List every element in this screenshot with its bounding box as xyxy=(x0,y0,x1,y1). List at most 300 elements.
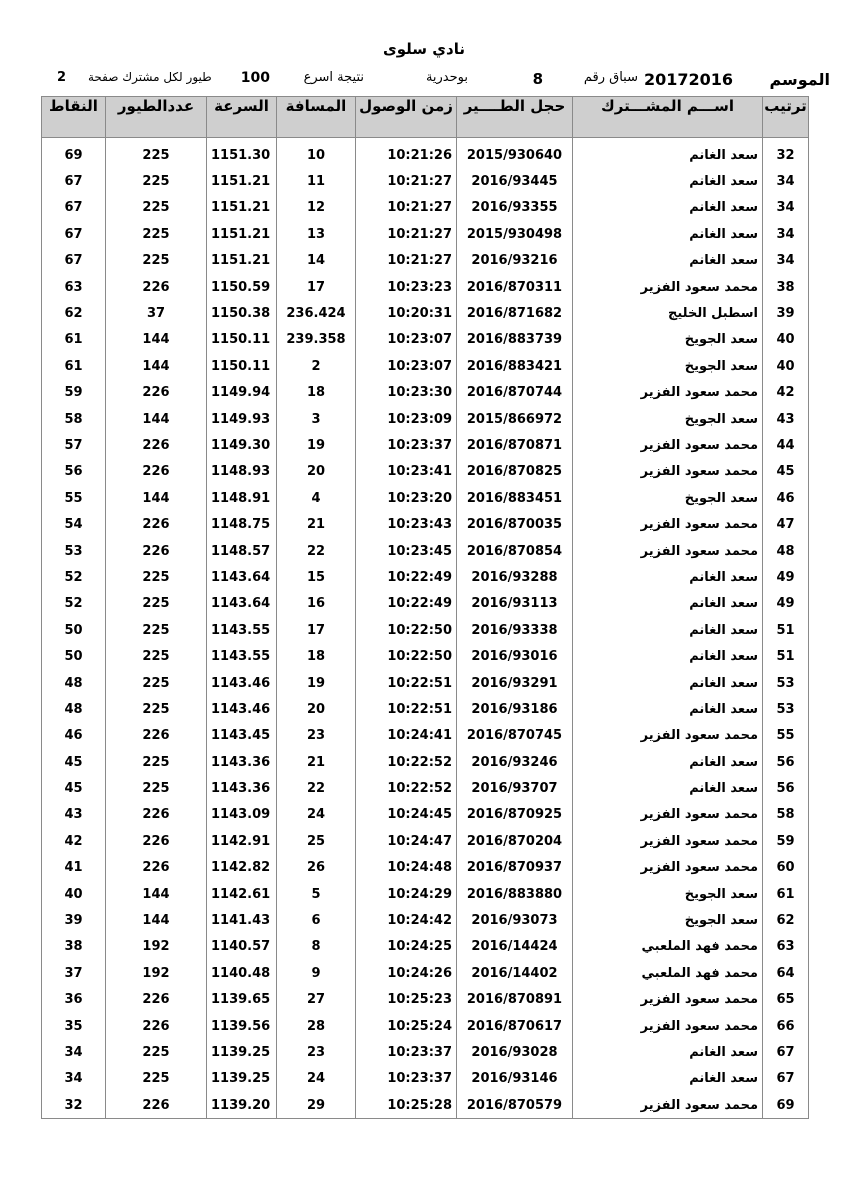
birds-cell: 226 xyxy=(106,511,207,537)
rank-cell: 58 xyxy=(763,802,809,828)
birds-cell: 225 xyxy=(106,591,207,617)
table-row xyxy=(42,406,809,432)
birds-cell: 225 xyxy=(106,221,207,247)
distance-cell: 22 xyxy=(277,538,356,564)
birds-cell: 226 xyxy=(106,855,207,881)
speed-cell: 1139.56 xyxy=(207,1013,277,1039)
member-name-cell: سعد الغانم xyxy=(573,643,763,669)
header-member-name: اســـم المشـــترك xyxy=(573,97,763,138)
results-body xyxy=(42,142,809,1119)
points-cell: 34 xyxy=(42,1066,106,1092)
ring-cell: 2016/93028 xyxy=(457,1039,573,1065)
member-name-cell: محمد سعود الفزير xyxy=(573,855,763,881)
result-label: نتيجة اسرع xyxy=(303,70,364,85)
distance-cell: 239.358 xyxy=(277,327,356,353)
arrival-time-cell: 10:25:28 xyxy=(356,1092,457,1119)
member-name-cell: محمد سعود الفزير xyxy=(573,1013,763,1039)
points-cell: 45 xyxy=(42,749,106,775)
birds-per-member-label: طيور لكل مشترك صفحة xyxy=(88,70,212,84)
member-name-cell: سعد الجويخ xyxy=(573,406,763,432)
distance-cell: 17 xyxy=(277,274,356,300)
member-name-cell: محمد سعود الفزير xyxy=(573,802,763,828)
table-row xyxy=(42,327,809,353)
birds-cell: 225 xyxy=(106,248,207,274)
rank-cell: 38 xyxy=(763,274,809,300)
table-row xyxy=(42,617,809,643)
birds-cell: 226 xyxy=(106,828,207,854)
header-points: النقاط xyxy=(42,97,106,138)
member-name-cell: سعد الجويخ xyxy=(573,907,763,933)
speed-cell: 1148.93 xyxy=(207,459,277,485)
rank-cell: 42 xyxy=(763,380,809,406)
points-cell: 38 xyxy=(42,934,106,960)
arrival-time-cell: 10:22:52 xyxy=(356,775,457,801)
table-row xyxy=(42,168,809,194)
page-number: 2 xyxy=(57,70,67,85)
points-cell: 45 xyxy=(42,775,106,801)
arrival-time-cell: 10:22:51 xyxy=(356,670,457,696)
ring-cell: 2016/883739 xyxy=(457,327,573,353)
speed-cell: 1143.36 xyxy=(207,775,277,801)
member-name-cell: سعد الغانم xyxy=(573,195,763,221)
speed-cell: 1149.94 xyxy=(207,380,277,406)
table-row xyxy=(42,881,809,907)
arrival-time-cell: 10:24:41 xyxy=(356,723,457,749)
distance-cell: 12 xyxy=(277,195,356,221)
birds-cell: 226 xyxy=(106,274,207,300)
distance-cell: 23 xyxy=(277,723,356,749)
birds-cell: 144 xyxy=(106,485,207,511)
ring-cell: 2016/870925 xyxy=(457,802,573,828)
ring-cell: 2016/871682 xyxy=(457,300,573,326)
arrival-time-cell: 10:22:50 xyxy=(356,617,457,643)
ring-cell: 2016/93216 xyxy=(457,248,573,274)
points-cell: 61 xyxy=(42,327,106,353)
speed-cell: 1139.65 xyxy=(207,987,277,1013)
ring-cell: 2016/14424 xyxy=(457,934,573,960)
rank-cell: 49 xyxy=(763,591,809,617)
arrival-time-cell: 10:23:20 xyxy=(356,485,457,511)
arrival-time-cell: 10:24:26 xyxy=(356,960,457,986)
member-name-cell: محمد سعود الفزير xyxy=(573,380,763,406)
points-cell: 46 xyxy=(42,723,106,749)
arrival-time-cell: 10:21:26 xyxy=(356,142,457,168)
table-row xyxy=(42,538,809,564)
table-row xyxy=(42,723,809,749)
rank-cell: 40 xyxy=(763,327,809,353)
header-row xyxy=(42,97,809,138)
member-name-cell: محمد سعود الفزير xyxy=(573,828,763,854)
member-name-cell: محمد سعود الفزير xyxy=(573,538,763,564)
distance-cell: 19 xyxy=(277,432,356,458)
member-name-cell: سعد الغانم xyxy=(573,617,763,643)
arrival-time-cell: 10:24:47 xyxy=(356,828,457,854)
birds-cell: 226 xyxy=(106,987,207,1013)
rank-cell: 67 xyxy=(763,1039,809,1065)
points-cell: 61 xyxy=(42,353,106,379)
speed-cell: 1148.75 xyxy=(207,511,277,537)
member-name-cell: سعد الغانم xyxy=(573,775,763,801)
ring-cell: 2016/93073 xyxy=(457,907,573,933)
arrival-time-cell: 10:21:27 xyxy=(356,221,457,247)
table-row xyxy=(42,432,809,458)
season-label: الموسم xyxy=(769,70,830,89)
member-name-cell: محمد سعود الفزير xyxy=(573,274,763,300)
birds-cell: 225 xyxy=(106,1066,207,1092)
speed-cell: 1140.57 xyxy=(207,934,277,960)
distance-cell: 20 xyxy=(277,459,356,485)
rank-cell: 56 xyxy=(763,749,809,775)
distance-cell: 22 xyxy=(277,775,356,801)
speed-cell: 1151.21 xyxy=(207,168,277,194)
speed-cell: 1151.21 xyxy=(207,221,277,247)
ring-cell: 2016/93291 xyxy=(457,670,573,696)
points-cell: 57 xyxy=(42,432,106,458)
points-cell: 42 xyxy=(42,828,106,854)
rank-cell: 60 xyxy=(763,855,809,881)
rank-cell: 46 xyxy=(763,485,809,511)
rank-cell: 45 xyxy=(763,459,809,485)
points-cell: 59 xyxy=(42,380,106,406)
birds-cell: 144 xyxy=(106,327,207,353)
header-distance: المسافة xyxy=(277,97,356,138)
ring-cell: 2016/93707 xyxy=(457,775,573,801)
member-name-cell: محمد فهد الملعبي xyxy=(573,960,763,986)
ring-cell: 2016/870311 xyxy=(457,274,573,300)
birds-cell: 226 xyxy=(106,538,207,564)
ring-cell: 2016/93186 xyxy=(457,696,573,722)
ring-cell: 2016/870825 xyxy=(457,459,573,485)
points-cell: 39 xyxy=(42,907,106,933)
distance-cell: 27 xyxy=(277,987,356,1013)
arrival-time-cell: 10:23:37 xyxy=(356,1039,457,1065)
points-cell: 67 xyxy=(42,168,106,194)
distance-cell: 6 xyxy=(277,907,356,933)
speed-cell: 1151.21 xyxy=(207,248,277,274)
points-cell: 37 xyxy=(42,960,106,986)
rank-cell: 55 xyxy=(763,723,809,749)
member-name-cell: سعد الغانم xyxy=(573,168,763,194)
ring-cell: 2016/870035 xyxy=(457,511,573,537)
speed-cell: 1149.30 xyxy=(207,432,277,458)
ring-cell: 2016/93146 xyxy=(457,1066,573,1092)
table-row xyxy=(42,828,809,854)
member-name-cell: سعد الغانم xyxy=(573,1066,763,1092)
ring-cell: 2016/870579 xyxy=(457,1092,573,1119)
rank-cell: 65 xyxy=(763,987,809,1013)
speed-cell: 1150.11 xyxy=(207,327,277,353)
table-row xyxy=(42,749,809,775)
arrival-time-cell: 10:23:45 xyxy=(356,538,457,564)
distance-cell: 18 xyxy=(277,380,356,406)
birds-cell: 225 xyxy=(106,564,207,590)
ring-cell: 2016/93355 xyxy=(457,195,573,221)
arrival-time-cell: 10:24:42 xyxy=(356,907,457,933)
member-name-cell: محمد سعود الفزير xyxy=(573,723,763,749)
arrival-time-cell: 10:23:23 xyxy=(356,274,457,300)
table-row xyxy=(42,907,809,933)
member-name-cell: سعد الغانم xyxy=(573,749,763,775)
speed-cell: 1150.11 xyxy=(207,353,277,379)
member-name-cell: محمد سعود الفزير xyxy=(573,511,763,537)
table-row xyxy=(42,485,809,511)
table-row xyxy=(42,855,809,881)
birds-cell: 225 xyxy=(106,775,207,801)
arrival-time-cell: 10:23:07 xyxy=(356,327,457,353)
table-row xyxy=(42,564,809,590)
speed-cell: 1142.91 xyxy=(207,828,277,854)
arrival-time-cell: 10:22:49 xyxy=(356,564,457,590)
member-name-cell: سعد الجويخ xyxy=(573,327,763,353)
distance-cell: 3 xyxy=(277,406,356,432)
birds-cell: 226 xyxy=(106,380,207,406)
birds-cell: 144 xyxy=(106,353,207,379)
points-cell: 67 xyxy=(42,195,106,221)
member-name-cell: سعد الجويخ xyxy=(573,881,763,907)
rank-cell: 67 xyxy=(763,1066,809,1092)
rank-cell: 59 xyxy=(763,828,809,854)
rank-cell: 47 xyxy=(763,511,809,537)
table-row xyxy=(42,987,809,1013)
rank-cell: 48 xyxy=(763,538,809,564)
arrival-time-cell: 10:23:37 xyxy=(356,432,457,458)
ring-cell: 2016/870204 xyxy=(457,828,573,854)
ring-cell: 2016/883880 xyxy=(457,881,573,907)
points-cell: 41 xyxy=(42,855,106,881)
rank-cell: 53 xyxy=(763,696,809,722)
points-cell: 69 xyxy=(42,142,106,168)
header-rank: ترتيب xyxy=(763,97,809,138)
points-cell: 53 xyxy=(42,538,106,564)
member-name-cell: سعد الغانم xyxy=(573,670,763,696)
birds-cell: 225 xyxy=(106,142,207,168)
speed-cell: 1142.82 xyxy=(207,855,277,881)
rank-cell: 43 xyxy=(763,406,809,432)
ring-cell: 2016/870891 xyxy=(457,987,573,1013)
points-cell: 56 xyxy=(42,459,106,485)
points-cell: 43 xyxy=(42,802,106,828)
arrival-time-cell: 10:25:23 xyxy=(356,987,457,1013)
arrival-time-cell: 10:25:24 xyxy=(356,1013,457,1039)
results-table xyxy=(41,96,809,1119)
points-cell: 62 xyxy=(42,300,106,326)
member-name-cell: محمد سعود الفزير xyxy=(573,459,763,485)
member-name-cell: محمد سعود الفزير xyxy=(573,987,763,1013)
arrival-time-cell: 10:23:30 xyxy=(356,380,457,406)
birds-cell: 37 xyxy=(106,300,207,326)
birds-cell: 226 xyxy=(106,1092,207,1119)
table-row xyxy=(42,670,809,696)
arrival-time-cell: 10:21:27 xyxy=(356,195,457,221)
table-row xyxy=(42,300,809,326)
points-cell: 63 xyxy=(42,274,106,300)
rank-cell: 62 xyxy=(763,907,809,933)
ring-cell: 2016/93016 xyxy=(457,643,573,669)
birds-cell: 225 xyxy=(106,168,207,194)
speed-cell: 1143.45 xyxy=(207,723,277,749)
ring-cell: 2016/93246 xyxy=(457,749,573,775)
member-name-cell: سعد الغانم xyxy=(573,248,763,274)
arrival-time-cell: 10:23:41 xyxy=(356,459,457,485)
arrival-time-cell: 10:23:09 xyxy=(356,406,457,432)
table-row xyxy=(42,1013,809,1039)
distance-cell: 10 xyxy=(277,142,356,168)
header-birds: عددالطيور xyxy=(106,97,207,138)
birds-cell: 144 xyxy=(106,907,207,933)
member-name-cell: سعد الجويخ xyxy=(573,353,763,379)
arrival-time-cell: 10:21:27 xyxy=(356,248,457,274)
rank-cell: 44 xyxy=(763,432,809,458)
points-cell: 34 xyxy=(42,1039,106,1065)
rank-cell: 61 xyxy=(763,881,809,907)
table-row xyxy=(42,775,809,801)
ring-cell: 2015/866972 xyxy=(457,406,573,432)
distance-cell: 19 xyxy=(277,670,356,696)
speed-cell: 1141.43 xyxy=(207,907,277,933)
table-row xyxy=(42,643,809,669)
rank-cell: 40 xyxy=(763,353,809,379)
speed-cell: 1139.20 xyxy=(207,1092,277,1119)
points-cell: 36 xyxy=(42,987,106,1013)
points-cell: 55 xyxy=(42,485,106,511)
distance-cell: 24 xyxy=(277,802,356,828)
birds-cell: 225 xyxy=(106,696,207,722)
ring-cell: 2016/93288 xyxy=(457,564,573,590)
points-cell: 52 xyxy=(42,564,106,590)
race-number-value: 8 xyxy=(532,70,543,88)
table-row xyxy=(42,802,809,828)
rank-cell: 51 xyxy=(763,617,809,643)
birds-cell: 225 xyxy=(106,749,207,775)
speed-cell: 1143.46 xyxy=(207,696,277,722)
ring-cell: 2016/883421 xyxy=(457,353,573,379)
birds-cell: 225 xyxy=(106,1039,207,1065)
rank-cell: 51 xyxy=(763,643,809,669)
rank-cell: 34 xyxy=(763,195,809,221)
table-row xyxy=(42,274,809,300)
arrival-time-cell: 10:22:50 xyxy=(356,643,457,669)
ring-cell: 2015/930498 xyxy=(457,221,573,247)
distance-cell: 26 xyxy=(277,855,356,881)
distance-cell: 20 xyxy=(277,696,356,722)
distance-cell: 25 xyxy=(277,828,356,854)
table-row xyxy=(42,459,809,485)
distance-cell: 29 xyxy=(277,1092,356,1119)
distance-cell: 18 xyxy=(277,643,356,669)
speed-cell: 1142.61 xyxy=(207,881,277,907)
table-row xyxy=(42,248,809,274)
ring-cell: 2016/93113 xyxy=(457,591,573,617)
member-name-cell: محمد سعود الفزير xyxy=(573,432,763,458)
speed-cell: 1139.25 xyxy=(207,1039,277,1065)
rank-cell: 34 xyxy=(763,168,809,194)
member-name-cell: سعد الغانم xyxy=(573,591,763,617)
speed-cell: 1149.93 xyxy=(207,406,277,432)
table-row xyxy=(42,195,809,221)
birds-cell: 225 xyxy=(106,670,207,696)
rank-cell: 64 xyxy=(763,960,809,986)
distance-cell: 24 xyxy=(277,1066,356,1092)
distance-cell: 16 xyxy=(277,591,356,617)
member-name-cell: سعد الغانم xyxy=(573,696,763,722)
member-name-cell: محمد سعود الفزير xyxy=(573,1092,763,1119)
ring-cell: 2015/930640 xyxy=(457,142,573,168)
arrival-time-cell: 10:22:49 xyxy=(356,591,457,617)
points-cell: 48 xyxy=(42,696,106,722)
points-cell: 58 xyxy=(42,406,106,432)
header-speed: السرعة xyxy=(207,97,277,138)
birds-cell: 226 xyxy=(106,723,207,749)
birds-cell: 192 xyxy=(106,960,207,986)
member-name-cell: سعد الجويخ xyxy=(573,485,763,511)
ring-cell: 2016/870871 xyxy=(457,432,573,458)
member-name-cell: سعد الغانم xyxy=(573,1039,763,1065)
header-arrival-time: زمن الوصول xyxy=(356,97,457,138)
member-name-cell: اسطبل الخليج xyxy=(573,300,763,326)
arrival-time-cell: 10:24:29 xyxy=(356,881,457,907)
race-location: بوحدرية xyxy=(425,70,468,85)
table-row xyxy=(42,221,809,247)
speed-cell: 1143.36 xyxy=(207,749,277,775)
birds-cell: 225 xyxy=(106,617,207,643)
birds-cell: 226 xyxy=(106,802,207,828)
distance-cell: 8 xyxy=(277,934,356,960)
table-row xyxy=(42,142,809,168)
arrival-time-cell: 10:23:07 xyxy=(356,353,457,379)
speed-cell: 1143.64 xyxy=(207,591,277,617)
birds-cell: 226 xyxy=(106,432,207,458)
rank-cell: 69 xyxy=(763,1092,809,1119)
table-row xyxy=(42,1039,809,1065)
speed-cell: 1143.46 xyxy=(207,670,277,696)
rank-cell: 34 xyxy=(763,248,809,274)
speed-cell: 1148.91 xyxy=(207,485,277,511)
distance-cell: 28 xyxy=(277,1013,356,1039)
birds-cell: 225 xyxy=(106,643,207,669)
birds-cell: 144 xyxy=(106,881,207,907)
arrival-time-cell: 10:24:25 xyxy=(356,934,457,960)
rank-cell: 34 xyxy=(763,221,809,247)
table-row xyxy=(42,1066,809,1092)
rank-cell: 32 xyxy=(763,142,809,168)
distance-cell: 2 xyxy=(277,353,356,379)
table-row xyxy=(42,1092,809,1119)
arrival-time-cell: 10:23:43 xyxy=(356,511,457,537)
points-cell: 50 xyxy=(42,643,106,669)
points-cell: 48 xyxy=(42,670,106,696)
distance-cell: 5 xyxy=(277,881,356,907)
speed-cell: 1143.09 xyxy=(207,802,277,828)
ring-cell: 2016/870854 xyxy=(457,538,573,564)
distance-cell: 21 xyxy=(277,511,356,537)
race-number-label: سباق رقم xyxy=(583,70,638,85)
points-cell: 52 xyxy=(42,591,106,617)
season-value: 20172016 xyxy=(643,70,733,89)
table-row xyxy=(42,960,809,986)
arrival-time-cell: 10:20:31 xyxy=(356,300,457,326)
speed-cell: 1140.48 xyxy=(207,960,277,986)
distance-cell: 15 xyxy=(277,564,356,590)
points-cell: 67 xyxy=(42,221,106,247)
ring-cell: 2016/883451 xyxy=(457,485,573,511)
distance-cell: 17 xyxy=(277,617,356,643)
ring-cell: 2016/14402 xyxy=(457,960,573,986)
birds-cell: 225 xyxy=(106,195,207,221)
distance-cell: 236.424 xyxy=(277,300,356,326)
rank-cell: 39 xyxy=(763,300,809,326)
birds-cell: 226 xyxy=(106,459,207,485)
points-cell: 67 xyxy=(42,248,106,274)
